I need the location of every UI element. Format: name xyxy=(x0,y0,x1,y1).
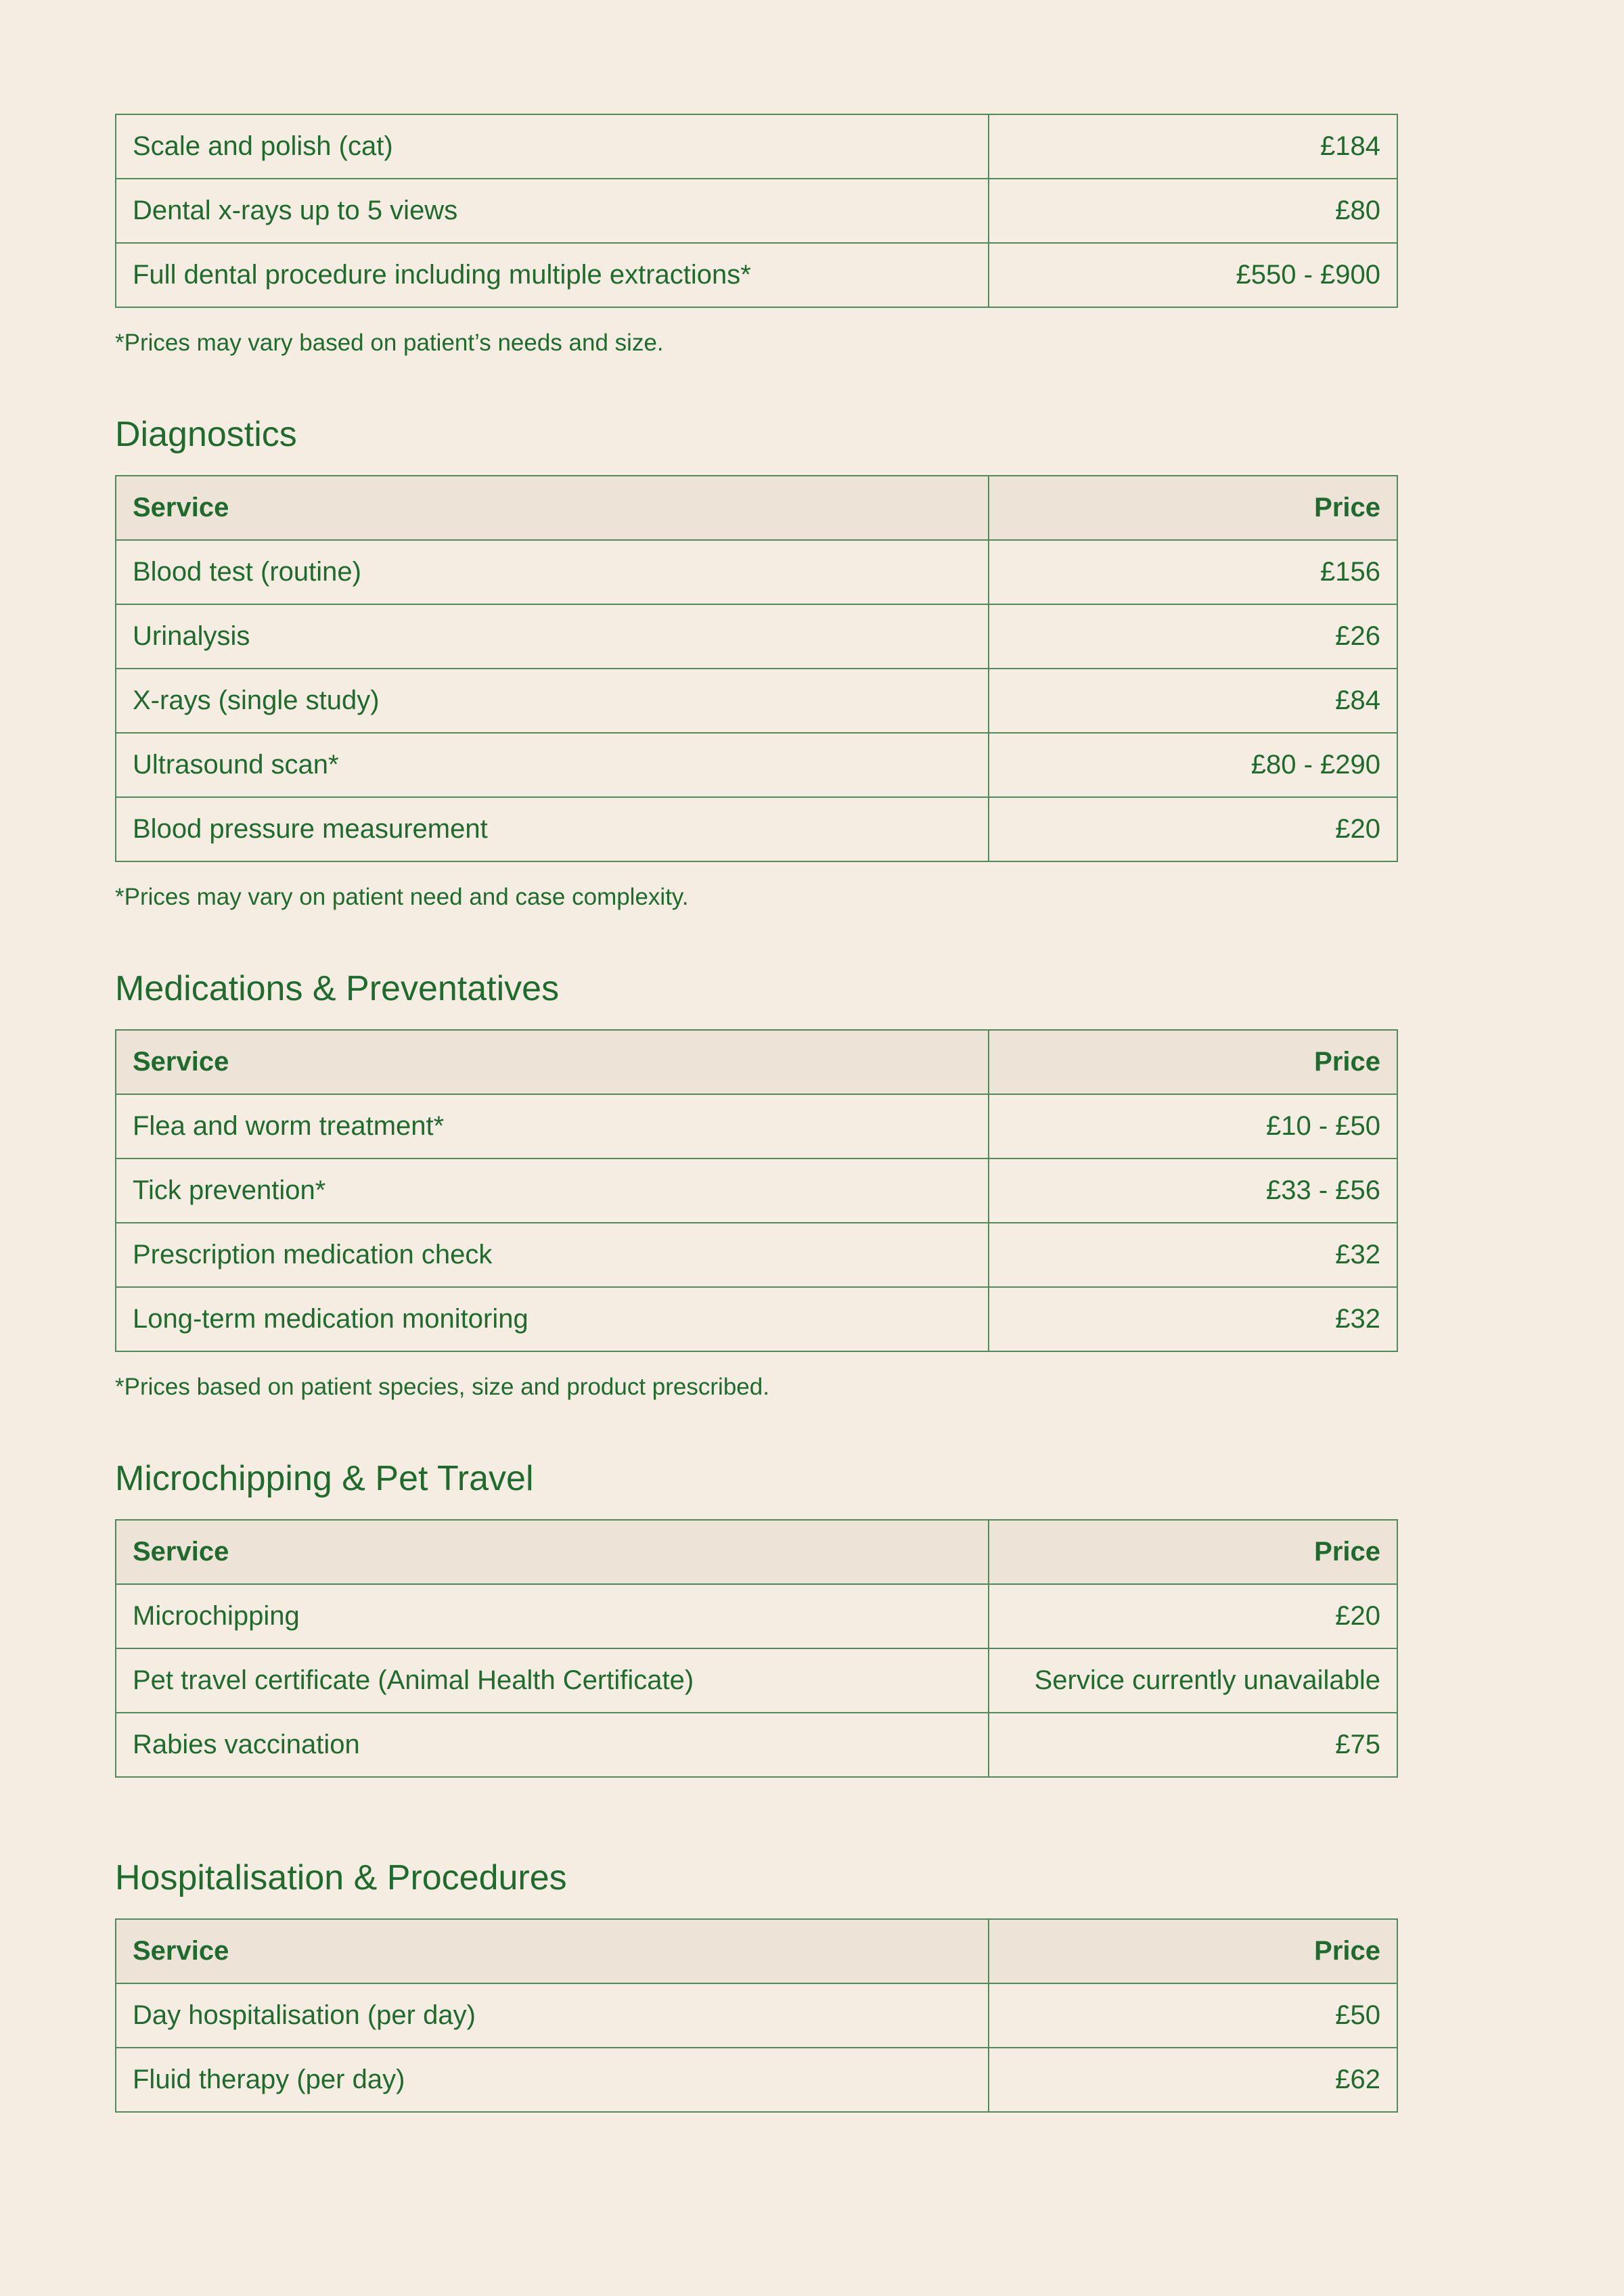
service-price: £156 xyxy=(989,540,1397,604)
microchipping-heading: Microchipping & Pet Travel xyxy=(115,1459,534,1498)
microchipping-price-table xyxy=(115,1519,1398,1778)
service-name: Fluid therapy (per day) xyxy=(116,2048,989,2112)
diagnostics-footnote: *Prices may vary on patient need and case complexity. xyxy=(115,884,689,910)
service-price: £80 xyxy=(989,179,1397,243)
service-name: Rabies vaccination xyxy=(116,1713,989,1777)
table-row xyxy=(116,669,1397,733)
table-row xyxy=(116,1584,1397,1648)
table-row xyxy=(116,179,1397,243)
price-list-page xyxy=(115,114,1397,2113)
table-row xyxy=(116,114,1397,179)
hospitalisation-heading: Hospitalisation & Procedures xyxy=(115,1858,567,1897)
service-price: £32 xyxy=(989,1287,1397,1351)
medications-price-table xyxy=(115,1029,1398,1352)
service-price: £550 - £900 xyxy=(989,243,1397,307)
service-price: £33 - £56 xyxy=(989,1158,1397,1223)
table-row xyxy=(116,1648,1397,1713)
service-name: Flea and worm treatment* xyxy=(116,1094,989,1158)
service-price: £26 xyxy=(989,604,1397,669)
service-price: £10 - £50 xyxy=(989,1094,1397,1158)
service-name: Microchipping xyxy=(116,1584,989,1648)
table-header-row xyxy=(116,1030,1397,1094)
service-name: Scale and polish (cat) xyxy=(116,114,989,179)
table-row xyxy=(116,1287,1397,1351)
dental-footnote: *Prices may vary based on patient’s needs and size. xyxy=(115,330,664,356)
service-price: £75 xyxy=(989,1713,1397,1777)
price-column-header: Price xyxy=(989,1030,1397,1094)
medications-footnote: *Prices based on patient species, size and product prescribed. xyxy=(115,1374,769,1400)
table-row xyxy=(116,1094,1397,1158)
price-column-header: Price xyxy=(989,476,1397,540)
table-row xyxy=(116,604,1397,669)
table-row xyxy=(116,733,1397,797)
service-name: X-rays (single study) xyxy=(116,669,989,733)
diagnostics-heading: Diagnostics xyxy=(115,415,297,454)
service-name: Dental x-rays up to 5 views xyxy=(116,179,989,243)
service-price: Service currently unavailable xyxy=(989,1648,1397,1713)
service-name: Long-term medication monitoring xyxy=(116,1287,989,1351)
table-row xyxy=(116,797,1397,861)
service-column-header: Service xyxy=(116,1919,989,1983)
table-row xyxy=(116,1158,1397,1223)
table-row xyxy=(116,540,1397,604)
table-header-row xyxy=(116,1520,1397,1584)
service-column-header: Service xyxy=(116,1520,989,1584)
service-price: £50 xyxy=(989,1983,1397,2048)
service-name: Blood test (routine) xyxy=(116,540,989,604)
service-price: £20 xyxy=(989,1584,1397,1648)
service-name: Pet travel certificate (Animal Health Certificate) xyxy=(116,1648,989,1713)
table-header-row xyxy=(116,476,1397,540)
table-row xyxy=(116,2048,1397,2112)
service-name: Tick prevention* xyxy=(116,1158,989,1223)
table-row xyxy=(116,1983,1397,2048)
service-price: £62 xyxy=(989,2048,1397,2112)
service-column-header: Service xyxy=(116,1030,989,1094)
service-column-header: Service xyxy=(116,476,989,540)
service-name: Ultrasound scan* xyxy=(116,733,989,797)
service-price: £84 xyxy=(989,669,1397,733)
table-row xyxy=(116,1713,1397,1777)
price-column-header: Price xyxy=(989,1919,1397,1983)
service-name: Day hospitalisation (per day) xyxy=(116,1983,989,2048)
service-price: £80 - £290 xyxy=(989,733,1397,797)
service-price: £184 xyxy=(989,114,1397,179)
price-column-header: Price xyxy=(989,1520,1397,1584)
hospitalisation-price-table xyxy=(115,1918,1398,2113)
service-name: Prescription medication check xyxy=(116,1223,989,1287)
table-row xyxy=(116,243,1397,307)
service-name: Urinalysis xyxy=(116,604,989,669)
service-name: Blood pressure measurement xyxy=(116,797,989,861)
service-name: Full dental procedure including multiple extractions* xyxy=(116,243,989,307)
dental-price-table xyxy=(115,114,1398,308)
medications-heading: Medications & Preventatives xyxy=(115,969,560,1008)
service-price: £20 xyxy=(989,797,1397,861)
service-price: £32 xyxy=(989,1223,1397,1287)
table-header-row xyxy=(116,1919,1397,1983)
table-row xyxy=(116,1223,1397,1287)
diagnostics-price-table xyxy=(115,475,1398,862)
